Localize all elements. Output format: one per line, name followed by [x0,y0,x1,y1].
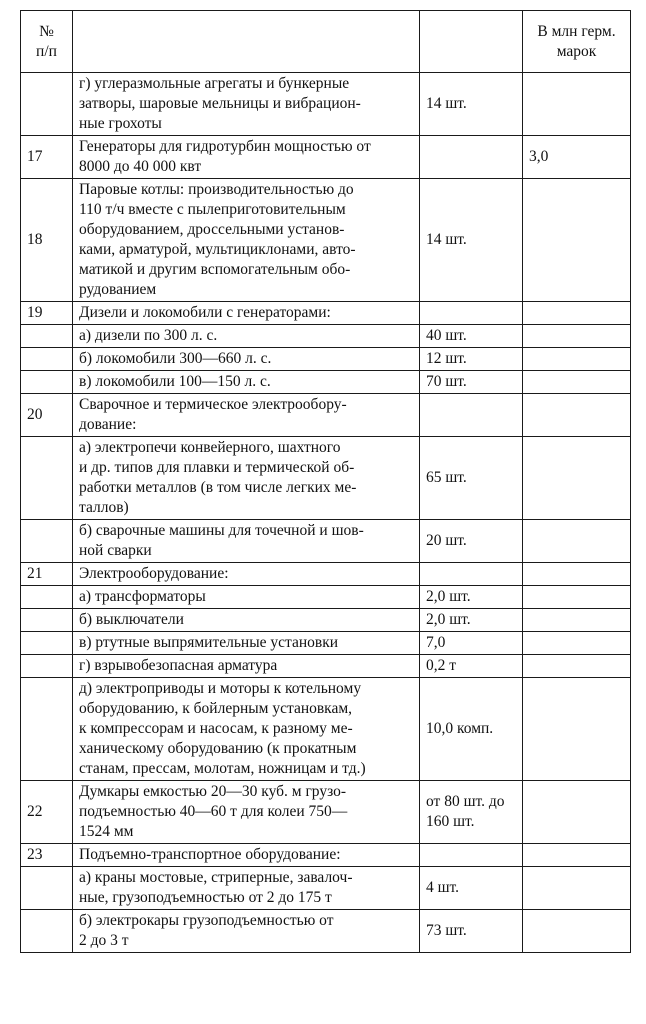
row-value [523,179,631,302]
row-description [73,394,420,437]
description-line: и др. типов для плавки и термической об- [79,459,355,476]
description-line: а) электропечи конвейерного, шахтного [79,439,341,456]
row-quantity [420,609,523,632]
row-description [73,632,420,655]
table-body [21,73,631,953]
table-row [21,655,631,678]
description-line: рудованием [79,281,157,298]
table-row [21,910,631,953]
row-quantity [420,655,523,678]
row-value [523,781,631,844]
row-description [73,348,420,371]
quantity-line [426,845,516,865]
quantity-line [426,147,516,167]
row-quantity [420,867,523,910]
row-quantity [420,586,523,609]
header-number [21,11,73,73]
quantity-line [426,405,516,425]
row-value: 3,0 [523,136,631,179]
row-quantity [420,520,523,563]
description-line: д) электроприводы и моторы к котельному [79,680,362,697]
row-number: 20 [21,394,73,437]
row-description [73,73,420,136]
quantity-line: 14 шт. [426,95,467,112]
row-number [21,910,73,953]
row-number [21,632,73,655]
row-description [73,302,420,325]
description-line: Сварочное и термическое электрообору- [79,396,347,413]
row-value [523,678,631,781]
quantity-line: 12 шт. [426,350,467,367]
row-quantity [420,302,523,325]
quantity-line: 4 шт. [426,879,460,896]
row-description [73,437,420,520]
table-row [21,371,631,394]
header-quantity [420,11,523,73]
row-number [21,609,73,632]
row-value [523,520,631,563]
header-value-line2: марок [556,42,597,60]
row-number: 23 [21,844,73,867]
row-value [523,325,631,348]
row-description [73,371,420,394]
header-description [73,11,420,73]
description-line: Электрооборудование: [79,565,229,582]
row-number: 17 [21,136,73,179]
header-number-line1: № [39,22,54,40]
description-line: б) локомобили 300—660 л. с. [79,350,272,367]
description-line: матикой и другим вспомогательным обо- [79,261,351,278]
row-value [523,394,631,437]
row-description [73,563,420,586]
row-quantity [420,73,523,136]
table-header-row [21,11,631,73]
description-line: 8000 до 40 000 квт [79,158,202,175]
table-row [21,632,631,655]
header-value [523,11,631,73]
table-row [21,867,631,910]
row-quantity [420,179,523,302]
row-number: 18 [21,179,73,302]
table-row [21,325,631,348]
quantity-line [426,564,516,584]
quantity-line: 40 шт. [426,327,467,344]
row-quantity [420,632,523,655]
description-line: ханическому оборудованию (к прокатным [79,740,357,757]
table-row [21,563,631,586]
row-value [523,655,631,678]
row-number [21,348,73,371]
row-value [523,632,631,655]
quantity-line: 65 шт. [426,469,467,486]
description-line: оборудованием, дроссельными установ- [79,221,345,238]
row-quantity [420,910,523,953]
quantity-line [426,303,516,323]
row-description [73,136,420,179]
header-value-line1: В млн герм. [537,22,616,40]
description-line: г) углеразмольные агрегаты и бункерные [79,75,350,92]
description-line: ной сварки [79,542,152,559]
description-line: 2 до 3 т [79,932,129,949]
row-quantity [420,781,523,844]
quantity-line: 10,0 комп. [426,720,494,737]
quantity-line: 160 шт. [426,813,475,830]
description-line: Подъемно-транспортное оборудование: [79,846,341,863]
row-number [21,678,73,781]
table-row [21,781,631,844]
row-description [73,179,420,302]
row-number [21,655,73,678]
quantity-line: 2,0 шт. [426,611,471,628]
description-line: таллов) [79,499,129,516]
row-value [523,910,631,953]
row-description [73,844,420,867]
row-quantity [420,844,523,867]
row-quantity [420,348,523,371]
description-line: а) дизели по 300 л. с. [79,327,218,344]
quantity-line: от 80 шт. до [426,793,505,810]
row-quantity [420,563,523,586]
quantity-line: 0,2 т [426,657,457,674]
row-description [73,325,420,348]
row-number [21,325,73,348]
table-row [21,302,631,325]
header-number-line2: п/п [36,42,57,60]
table-row [21,844,631,867]
description-line: б) выключатели [79,611,184,628]
row-number: 19 [21,302,73,325]
row-number [21,867,73,910]
description-line: г) взрывобезопасная арматура [79,657,278,674]
description-line: Паровые котлы: производительностью до [79,181,354,198]
row-value [523,563,631,586]
description-line: а) трансформаторы [79,588,206,605]
table-row [21,179,631,302]
description-line: станам, прессам, молотам, ножницам и тд.) [79,760,366,777]
row-value [523,302,631,325]
description-line: а) краны мостовые, стриперные, завалоч- [79,869,353,886]
equipment-table [20,10,631,953]
row-quantity [420,394,523,437]
table-row [21,136,631,179]
row-description [73,867,420,910]
description-line: Генераторы для гидротурбин мощностью от [79,138,371,155]
row-number [21,520,73,563]
row-value [523,348,631,371]
table-row [21,73,631,136]
row-description [73,586,420,609]
description-line: дование: [79,416,137,433]
description-line: в) ртутные выпрямительные установки [79,634,339,651]
quantity-line: 7,0 [426,634,446,651]
table-row [21,437,631,520]
table-row [21,520,631,563]
quantity-line: 70 шт. [426,373,467,390]
row-value [523,437,631,520]
description-line: ные, грузоподъемностью от 2 до 175 т [79,889,332,906]
description-line: в) локомобили 100—150 л. с. [79,373,271,390]
row-value [523,844,631,867]
description-line: ками, арматурой, мультициклонами, авто- [79,241,356,258]
row-number [21,371,73,394]
description-line: затворы, шаровые мельницы и вибрацион- [79,95,361,112]
table-row [21,394,631,437]
description-line: Думкары емкостью 20—30 куб. м грузо- [79,783,347,800]
row-number [21,73,73,136]
description-line: к компрессорам и насосам, к разному ме- [79,720,353,737]
row-quantity [420,678,523,781]
row-value [523,371,631,394]
quantity-line: 2,0 шт. [426,588,471,605]
row-quantity [420,136,523,179]
description-line: подъемностью 40—60 т для колеи 750— [79,803,348,820]
row-value [523,586,631,609]
row-description [73,609,420,632]
quantity-line: 14 шт. [426,231,467,248]
description-line: б) электрокары грузоподъемностью от [79,912,334,929]
table-row [21,678,631,781]
row-value [523,73,631,136]
row-quantity [420,325,523,348]
row-number: 21 [21,563,73,586]
description-line: оборудованию, к бойлерным установкам, [79,700,353,717]
quantity-line: 20 шт. [426,532,467,549]
row-value [523,867,631,910]
table-row [21,348,631,371]
table-row [21,609,631,632]
row-description [73,910,420,953]
table-row [21,586,631,609]
description-line: 1524 мм [79,823,134,840]
row-quantity [420,437,523,520]
row-description [73,655,420,678]
quantity-line: 73 шт. [426,922,467,939]
row-description [73,678,420,781]
row-description [73,781,420,844]
row-description [73,520,420,563]
description-line: ные грохоты [79,115,162,132]
row-value [523,609,631,632]
row-number [21,586,73,609]
description-line: Дизели и локомобили с генераторами: [79,304,331,321]
row-number: 22 [21,781,73,844]
row-number [21,437,73,520]
description-line: работки металлов (в том числе легких ме- [79,479,357,496]
description-line: 110 т/ч вместе с пылеприготовительным [79,201,346,218]
description-line: б) сварочные машины для точечной и шов- [79,522,364,539]
row-quantity [420,371,523,394]
